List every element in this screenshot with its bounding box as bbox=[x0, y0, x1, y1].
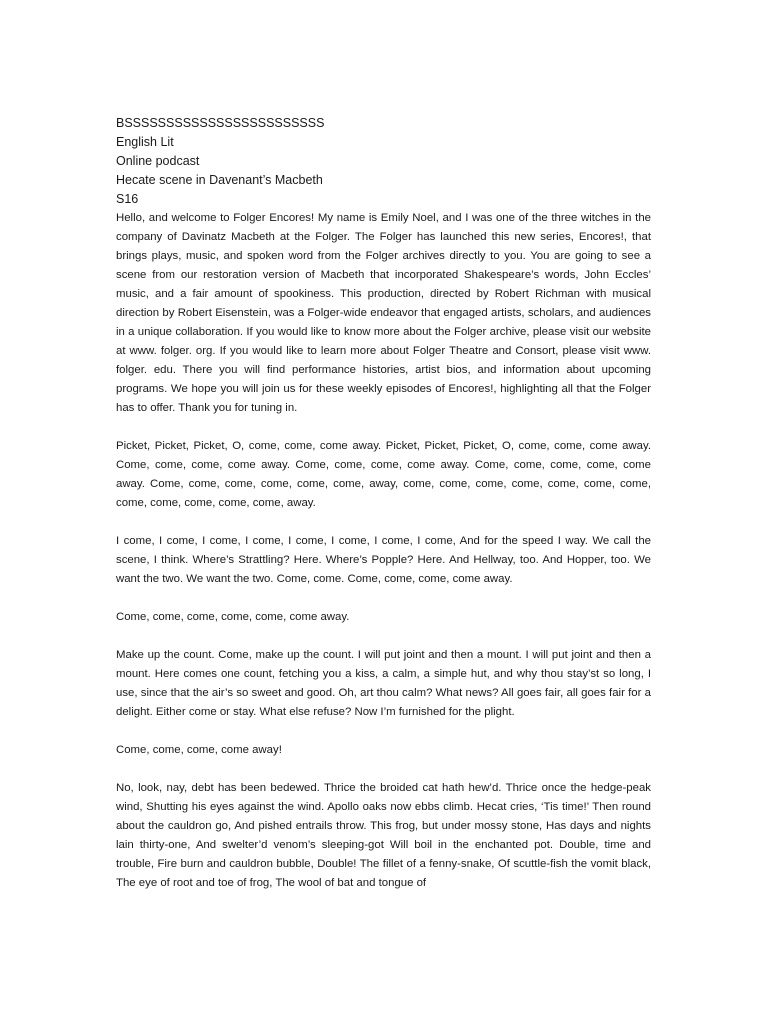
paragraph-intro: Hello, and welcome to Folger Encores! My name is Emily Noel, and I was one of the three witches in the company of Davinatz Macbeth at the Folger. The Folger has launched this new series, Encores!, that brings plays, music, and spoken word from the Folger archives directly to you. You are going to see a scene from our restoration version of Macbeth that incorporated Shakespeare’s words, John Eccles’ music, and a fair amount of spookiness. This production, directed by Robert Richman with musical direction by Robert Eisenstein, was a Folger-wide endeavor that engaged artists, scholars, and audiences in a unique collaboration. If you would like to know more about the Folger archive, please visit our website at www. folger. org. If you would like to learn more about Folger Theatre and Consort, please visit www. folger. edu. There you will find performance histories, artist bios, and information about upcoming programs. We hope you will join us for these weekly episodes of Encores!, highlighting all that the Folger has to offer. Thank you for tuning in. bbox=[116, 212, 651, 414]
paragraph-come-away: Come, come, come, come, come, come away. bbox=[116, 611, 350, 623]
header-title: Hecate scene in Davenant’s Macbeth bbox=[116, 173, 323, 187]
document-page bbox=[116, 114, 651, 912]
header-subject: English Lit bbox=[116, 135, 174, 149]
paragraph-count: Make up the count. Come, make up the count. I will put joint and then a mount. I will put joint and then a mount. Here comes one count, fetching you a kiss, a calm, a simple hut, and why thou stay’st so long, I use, since that the air’s so sweet and good. Oh, art thou calm? What news? All goes fair, all goes fair for a delight. Either come or stay. What else refuse? Now I’m furnished for the plight. bbox=[116, 649, 651, 718]
header-code: BSSSSSSSSSSSSSSSSSSSSSSSS bbox=[116, 116, 325, 130]
header-format: Online podcast bbox=[116, 154, 200, 168]
paragraph-cauldron: No, look, nay, debt has been bedewed. Thrice the broided cat hath hew’d. Thrice once the hedge-peak wind, Shutting his eyes against the wind. Apollo oaks now ebbs climb. Hecat cries, ‘Tis time!’ Then round about the cauldron go, And pished entrails throw. This frog, but under mossy stone, Has days and nights lain thirty-one, And swelter’d venom’s sleeping-got Will boil in the enchanted pot. Double, time and trouble, Fire burn and cauldron bubble, Double! The fillet of a fenny-snake, Of scuttle-fish the vomit black, The eye of root and toe of frog, The wool of bat and tongue of bbox=[116, 782, 651, 889]
paragraph-i-come: I come, I come, I come, I come, I come, I come, I come, I come, And for the speed I way. We call the scene, I think. Where’s Strattling? Here. Where’s Popple? Here. And Hellway, too. And Hopper, too. We want the two. We want the two. Come, come. Come, come, come, come away. bbox=[116, 535, 651, 585]
header-section: S16 bbox=[116, 192, 139, 206]
paragraph-come-away-2: Come, come, come, come away! bbox=[116, 744, 282, 756]
paragraph-picket: Picket, Picket, Picket, O, come, come, come away. Picket, Picket, Picket, O, come, come, come away. Come, come, come, come away. Come, come, come, come away. Come, come, come, come, come away. Come, come, come, come, come, come, away, come, come, come, come, come, come, come, come, come, come, come, come, away. bbox=[116, 440, 651, 509]
